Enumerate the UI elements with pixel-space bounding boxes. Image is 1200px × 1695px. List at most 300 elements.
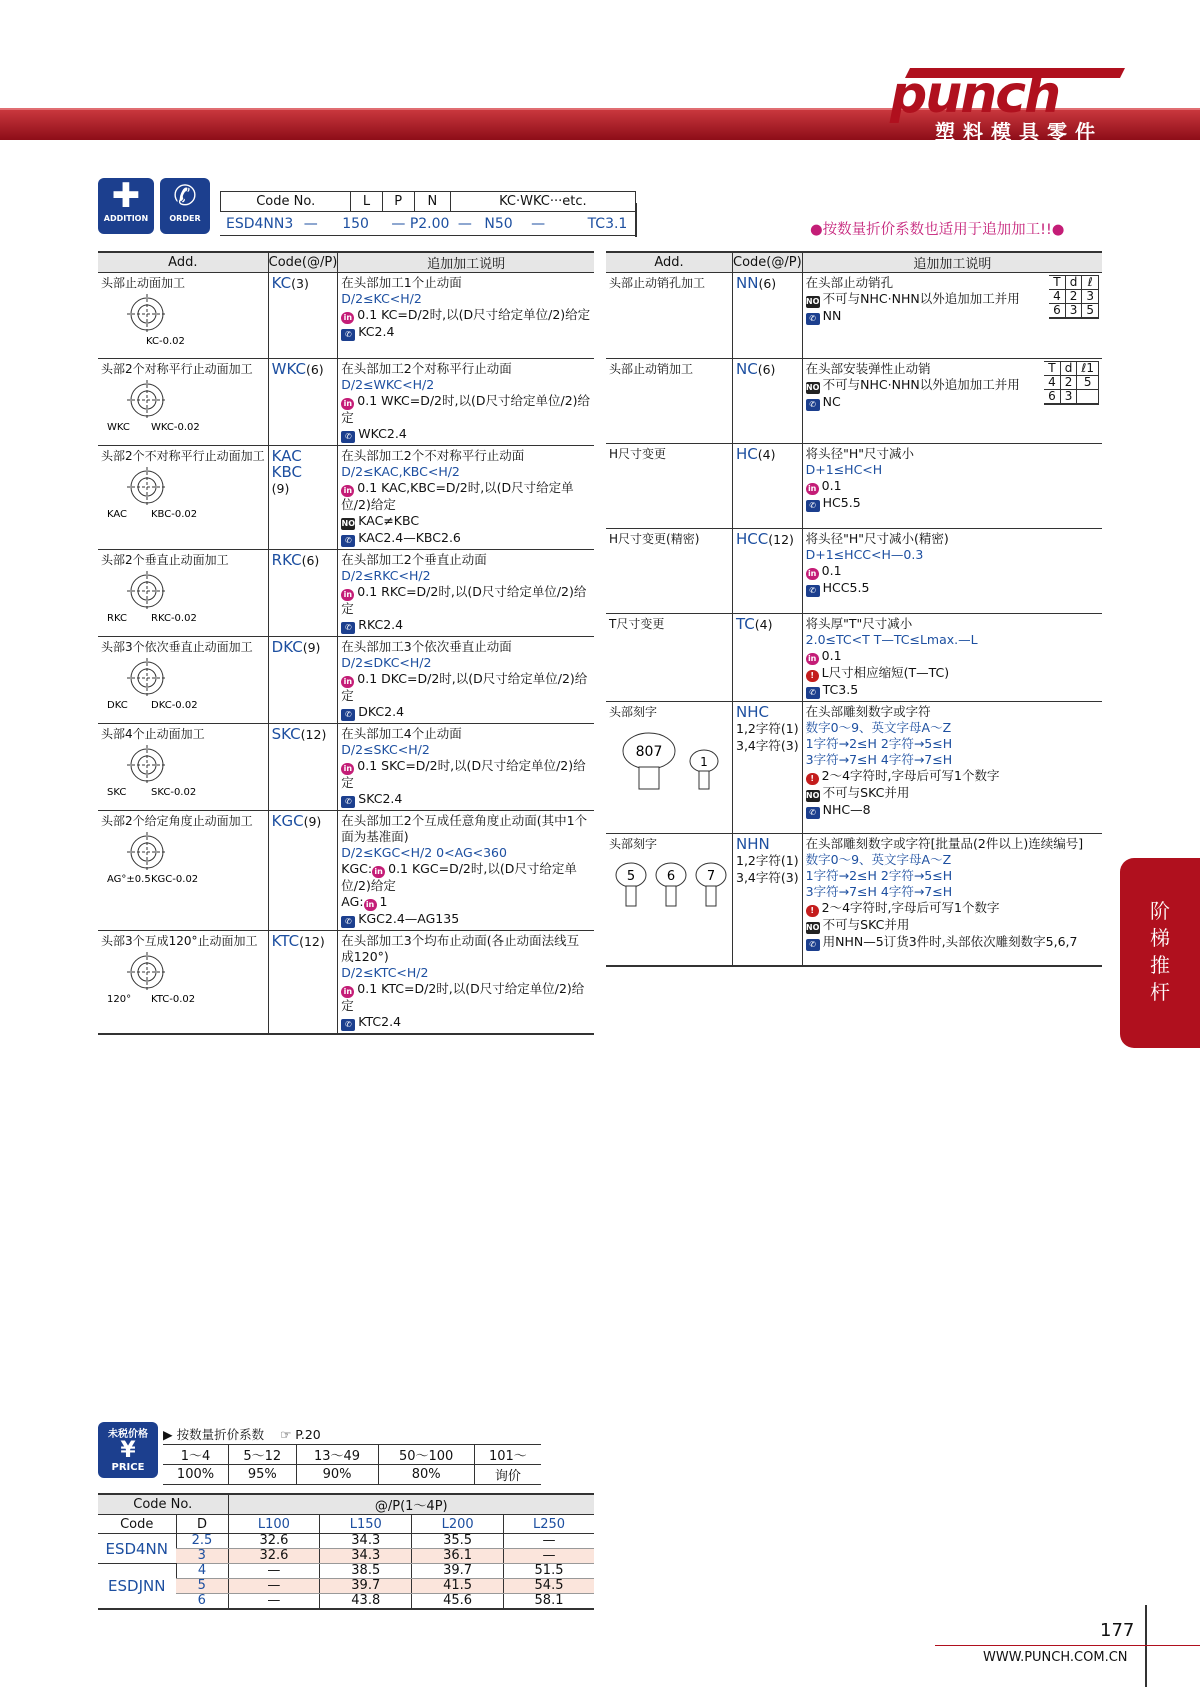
- minitable-cell: 3: [1065, 304, 1082, 319]
- desc-line: [341, 1014, 591, 1031]
- minitable-cell: [1077, 390, 1099, 405]
- order-icon: ✆ ORDER: [160, 178, 210, 234]
- price-cell: 5: [176, 1579, 228, 1594]
- desc-line: [341, 617, 591, 634]
- option-name: 头部4个止动面加工: [101, 727, 205, 741]
- option-code-cell: [268, 931, 338, 1035]
- order-example: [226, 216, 627, 232]
- option-code: NN: [736, 274, 759, 292]
- order-label: ORDER: [169, 214, 201, 223]
- order-value-p: P2.00: [409, 216, 450, 232]
- figure-label: KC-0.02: [146, 336, 185, 346]
- desc-line: [341, 742, 591, 758]
- desc-text: HCC5.5: [822, 580, 870, 595]
- option-name-cell: [606, 529, 733, 614]
- desc-text: RKC2.4: [358, 617, 404, 632]
- tel-marker-icon: ✆: [806, 687, 820, 699]
- option-code: HC: [736, 445, 758, 463]
- discount-ref: ☞ P.20: [280, 1427, 321, 1442]
- desc-text: 0.1 KAC,KBC=D/2时,以(D尺寸给定单位/2)给定: [341, 480, 574, 512]
- discount-note: ●按数量折价系数也适用于追加加工!!●: [810, 222, 1065, 238]
- desc-text: D/2≤SKC<H/2: [341, 742, 430, 757]
- desc-line: [806, 531, 1099, 547]
- in-marker-icon: in: [341, 763, 354, 775]
- order-rule: [220, 235, 637, 236]
- desc-text: D/2≤KTC<H/2: [341, 965, 429, 980]
- desc-text: 0.1 SKC=D/2时,以(D尺寸给定单位/2)给定: [341, 758, 586, 790]
- desc-text: AG:: [341, 894, 364, 909]
- desc-line: [341, 981, 591, 1014]
- desc-line: [341, 813, 591, 845]
- option-code: KGC: [271, 812, 304, 830]
- desc-line: [806, 802, 1099, 819]
- price-code: ESD4NN: [98, 1534, 176, 1564]
- tel-marker-icon: ✆: [341, 622, 355, 634]
- desc-line: [341, 758, 591, 791]
- desc-line: [806, 495, 1099, 512]
- option-price: (12): [768, 532, 794, 547]
- desc-line: [341, 393, 591, 426]
- option-desc-cell: [802, 834, 1102, 966]
- desc-text: 在头部加工1个止动面: [341, 275, 462, 290]
- desc-text: 在头部止动销孔: [805, 275, 894, 290]
- order-dash: —: [303, 216, 318, 232]
- desc-text: 不可与NHC·NHN以外追加加工并用: [822, 377, 1020, 392]
- price-cell: 2.5: [176, 1534, 228, 1549]
- option-code-cell: [268, 811, 338, 931]
- desc-text: 在头部加工2个对称平行止动面: [341, 361, 512, 376]
- desc-text: 数字0～9、英文字母A～Z: [805, 852, 952, 867]
- figure-label: RKC: [107, 613, 127, 623]
- desc-line: [806, 868, 1099, 884]
- price-subhead: L150: [320, 1515, 412, 1534]
- col-header-add: Add.: [98, 252, 268, 273]
- option-desc-cell: [338, 931, 594, 1035]
- desc-line: [806, 446, 1099, 462]
- desc-text: 2.0≤TC<T T—TC≤Lmax.—L: [805, 632, 978, 647]
- desc-line: [341, 361, 591, 377]
- price-cell: 34.3: [320, 1534, 412, 1549]
- desc-text: 将头厚"T"尺寸减小: [805, 616, 913, 631]
- qty-cell: 5～12: [229, 1445, 297, 1465]
- price-cell: 39.7: [412, 1564, 504, 1579]
- desc-text: HC5.5: [822, 495, 861, 510]
- desc-text: D/2≤KAC,KBC<H/2: [341, 464, 460, 479]
- figure-label: DKC-0.02: [151, 700, 198, 710]
- price-badge-top: 未税价格: [108, 1429, 148, 1440]
- desc-text: 0.1 KGC=D/2时,以(D尺寸给定单位/2)给定: [341, 861, 577, 893]
- desc-text: D/2≤KC<H/2: [341, 291, 422, 306]
- minitable-cell: 3: [1060, 390, 1077, 405]
- option-name-cell: [606, 273, 733, 359]
- order-value-add: TC3.1: [587, 216, 628, 232]
- price-cell: 36.1: [412, 1549, 504, 1564]
- price-subhead: L250: [504, 1515, 594, 1534]
- engrave-text: 807: [635, 744, 663, 760]
- desc-text: 将头径"H"尺寸减小(精密): [805, 531, 949, 546]
- in-marker-icon: in: [806, 653, 819, 665]
- tel-marker-icon: ✆: [806, 939, 820, 951]
- figure-label: 120°: [107, 994, 132, 1004]
- desc-line: [341, 513, 591, 530]
- price-cell: 34.3: [320, 1549, 412, 1564]
- figure-label: KTC-0.02: [151, 994, 196, 1004]
- option-desc-cell: [338, 359, 594, 446]
- figure-label: KGC-0.02: [151, 874, 199, 884]
- minitable-cell: 6: [1049, 304, 1065, 319]
- desc-text: SKC2.4: [358, 791, 403, 806]
- option-name-cell: [606, 444, 733, 529]
- spec-row: [606, 359, 1102, 444]
- order-header: L: [351, 192, 382, 212]
- figure-label: WKC-0.02: [151, 422, 200, 432]
- desc-line: [806, 563, 1099, 580]
- minitable-cell: d: [1060, 362, 1077, 376]
- desc-text: D/2≤DKC<H/2: [341, 655, 432, 670]
- option-name-cell: [98, 811, 268, 931]
- qty-cell: 1～4: [163, 1445, 229, 1465]
- option-desc-cell: [802, 444, 1102, 529]
- option-code-cell: [268, 550, 338, 637]
- desc-text: 3字符→7≤H 4字符→7≤H: [805, 884, 953, 899]
- price-cell: 45.6: [412, 1594, 504, 1610]
- price-badge-bottom: PRICE: [111, 1462, 145, 1473]
- head-figure: [101, 380, 219, 432]
- option-code: SKC: [271, 725, 301, 743]
- spec-table-left: [98, 251, 594, 1035]
- option-code: KAC: [271, 447, 302, 465]
- price-subhead: Code: [98, 1515, 176, 1534]
- desc-line: [806, 632, 1099, 648]
- option-price: 3,4字符(3): [736, 738, 799, 753]
- minitable-cell: 4: [1044, 376, 1060, 390]
- option-desc-cell: [802, 529, 1102, 614]
- price-badge: [98, 1422, 158, 1478]
- desc-text: D/2≤KGC<H/2 0<AG<360: [341, 845, 507, 860]
- desc-line: [806, 580, 1099, 597]
- option-code: TC: [736, 615, 755, 633]
- rate-cell: 询价: [474, 1465, 541, 1485]
- tel-marker-icon: ✆: [806, 500, 820, 512]
- option-desc-cell: [338, 550, 594, 637]
- category-char: 推: [1150, 953, 1170, 977]
- option-price: (6): [301, 553, 320, 568]
- price-cell: —: [228, 1564, 320, 1579]
- desc-text: 0.1 RKC=D/2时,以(D尺寸给定单位/2)给定: [341, 584, 587, 616]
- col-header-code: Code(@/P): [733, 252, 803, 273]
- spec-table-right: [606, 251, 1102, 967]
- option-desc-cell: [338, 446, 594, 550]
- head-figure: [101, 745, 219, 797]
- figure-label: DKC: [107, 700, 128, 710]
- tel-marker-icon: ✆: [341, 916, 355, 928]
- warn-marker-icon: !: [806, 670, 819, 682]
- desc-line: [341, 448, 591, 464]
- desc-line: [341, 965, 591, 981]
- price-subhead: L200: [412, 1515, 504, 1534]
- spec-row: [98, 446, 594, 550]
- spec-row: [606, 529, 1102, 614]
- price-row: [98, 1564, 594, 1579]
- spec-row: [98, 359, 594, 446]
- addition-icon: ✚ ADDITION: [98, 178, 154, 234]
- desc-text: KGC:: [341, 861, 373, 876]
- dimension-minitable: [1049, 275, 1099, 319]
- minitable-cell: d: [1065, 276, 1082, 290]
- option-code-cell: [733, 702, 803, 834]
- minitable-cell: T: [1049, 276, 1065, 290]
- desc-line: [806, 665, 1099, 682]
- tel-marker-icon: ✆: [341, 535, 355, 547]
- in-marker-icon: in: [341, 589, 354, 601]
- option-code: NHN: [736, 835, 770, 853]
- desc-text: 在头部雕刻数字或字符: [805, 704, 931, 719]
- minitable-cell: 4: [1049, 290, 1065, 304]
- tel-marker-icon: ✆: [806, 807, 820, 819]
- desc-text: 2～4字符时,字母后可写1个数字: [821, 900, 1000, 915]
- desc-text: 在头部加工3个依次垂直止动面: [341, 639, 512, 654]
- figure-label: RKC-0.02: [151, 613, 197, 623]
- desc-line: [341, 530, 591, 547]
- desc-line: [806, 934, 1099, 951]
- engraving-figure: [609, 855, 729, 915]
- order-header: P: [382, 192, 414, 212]
- desc-line: [341, 655, 591, 671]
- addition-label: ADDITION: [103, 214, 149, 223]
- desc-line: [341, 911, 591, 928]
- head-figure: [101, 658, 219, 710]
- discount-table: [163, 1444, 541, 1485]
- desc-text: 不可与SKC并用: [822, 917, 910, 932]
- order-value-n: N50: [484, 216, 513, 232]
- desc-line: [806, 768, 1099, 785]
- no-marker-icon: NO: [805, 791, 820, 800]
- option-price: 1,2字符(1): [736, 853, 799, 868]
- desc-text: 在头部加工2个互成任意角度止动面(其中1个面为基准面): [341, 813, 588, 844]
- in-marker-icon: in: [806, 568, 819, 580]
- spec-row: [98, 637, 594, 724]
- tel-marker-icon: ✆: [341, 431, 355, 443]
- in-marker-icon: in: [341, 676, 354, 688]
- option-code-cell: [268, 359, 338, 446]
- option-price: 3,4字符(3): [736, 870, 799, 885]
- figure-label: WKC: [107, 422, 130, 432]
- desc-text: KGC2.4—AG135: [358, 911, 460, 926]
- desc-line: [806, 720, 1099, 736]
- desc-line: [341, 704, 591, 721]
- option-name: 头部止动销加工: [609, 362, 694, 376]
- spec-row: [98, 550, 594, 637]
- option-price: (3): [291, 276, 309, 291]
- desc-text: 0.1: [821, 648, 842, 663]
- option-price: (9): [271, 481, 290, 496]
- option-desc-cell: [338, 637, 594, 724]
- option-code: KC: [271, 274, 292, 292]
- option-code: NHC: [736, 703, 769, 721]
- desc-text: 1字符→2≤H 2字符→5≤H: [805, 868, 953, 883]
- in-marker-icon: in: [341, 312, 354, 324]
- col-header-desc: 追加加工说明: [338, 252, 594, 273]
- option-name: 头部止动销孔加工: [609, 276, 706, 290]
- desc-line: [341, 377, 591, 393]
- order-header: KC·WKC···etc.: [450, 192, 635, 212]
- desc-text: 0.1 WKC=D/2时,以(D尺寸给定单位/2)给定: [341, 393, 591, 425]
- price-cell: 32.6: [228, 1534, 320, 1549]
- option-name-cell: [606, 834, 733, 966]
- option-code-cell: [733, 444, 803, 529]
- option-code-cell: [733, 359, 803, 444]
- desc-text: WKC2.4: [358, 426, 407, 441]
- desc-line: [341, 307, 591, 324]
- rate-cell: 90%: [296, 1465, 378, 1485]
- price-code: ESDJNN: [98, 1564, 176, 1610]
- col-header-desc: 追加加工说明: [802, 252, 1102, 273]
- desc-text: NN: [822, 308, 842, 323]
- engrave-text: 7: [706, 869, 716, 884]
- desc-line: [806, 836, 1099, 852]
- minitable-cell: 5: [1077, 376, 1099, 390]
- warn-marker-icon: !: [806, 773, 819, 785]
- tel-marker-icon: ✆: [341, 796, 355, 808]
- desc-line: [806, 785, 1099, 802]
- price-cell: —: [228, 1594, 320, 1610]
- head-figure: [101, 467, 219, 519]
- desc-line: [341, 933, 591, 965]
- desc-text: KAC2.4—KBC2.6: [358, 530, 461, 545]
- desc-text: 0.1: [821, 478, 842, 493]
- spec-row: [98, 724, 594, 811]
- desc-text: 0.1 KTC=D/2时,以(D尺寸给定单位/2)给定: [341, 981, 585, 1013]
- desc-text: 在头部安装弹性止动销: [805, 361, 931, 376]
- price-cell: 38.5: [320, 1564, 412, 1579]
- price-cell: 4: [176, 1564, 228, 1579]
- price-cell: 51.5: [504, 1564, 594, 1579]
- price-cell: 35.5: [412, 1534, 504, 1549]
- minitable-cell: T: [1044, 362, 1060, 376]
- price-cell: —: [504, 1549, 594, 1564]
- desc-line: [806, 736, 1099, 752]
- price-cell: 54.5: [504, 1579, 594, 1594]
- warn-marker-icon: !: [806, 905, 819, 917]
- desc-text: 不可与SKC并用: [822, 785, 910, 800]
- desc-text: D/2≤RKC<H/2: [341, 568, 431, 583]
- brand-subtitle: 塑料模具零件: [935, 120, 1103, 144]
- minitable-cell: ℓ1: [1077, 362, 1099, 376]
- option-name-cell: [98, 724, 268, 811]
- option-code-cell: [733, 273, 803, 359]
- option-desc-cell: [338, 811, 594, 931]
- spec-row: [606, 273, 1102, 359]
- figure-label: KBC-0.02: [151, 509, 198, 519]
- tel-marker-icon: ✆: [806, 399, 820, 411]
- desc-text: 数字0～9、英文字母A～Z: [805, 720, 952, 735]
- tel-marker-icon: ✆: [341, 709, 355, 721]
- page-number: 177: [1100, 1620, 1135, 1641]
- in-marker-icon: in: [341, 986, 354, 998]
- option-code-cell: [268, 446, 338, 550]
- in-marker-icon: in: [364, 899, 377, 911]
- desc-line: [341, 639, 591, 655]
- desc-line: [341, 861, 591, 894]
- rate-cell: 80%: [378, 1465, 474, 1485]
- option-price: (6): [757, 362, 776, 377]
- order-code-table: [220, 191, 636, 212]
- option-code-cell: [268, 273, 338, 359]
- rate-cell: 95%: [229, 1465, 297, 1485]
- price-subhead: D: [176, 1515, 228, 1534]
- in-marker-icon: in: [806, 483, 819, 495]
- order-value-l: 150: [342, 216, 369, 232]
- option-code-cell: [733, 614, 803, 702]
- head-figure: [101, 571, 219, 623]
- price-cell: 41.5: [412, 1579, 504, 1594]
- desc-text: D+1≤HCC<H—0.3: [805, 547, 924, 562]
- option-price: (4): [757, 447, 776, 462]
- rate-cell: 100%: [163, 1465, 229, 1485]
- option-code-cell: [733, 834, 803, 966]
- option-desc-cell: [338, 724, 594, 811]
- desc-line: [341, 791, 591, 808]
- no-marker-icon: NO: [805, 923, 820, 932]
- option-code: WKC: [271, 360, 306, 378]
- head-figure: [101, 294, 219, 346]
- qty-cell: 101～: [474, 1445, 541, 1465]
- option-name: T尺寸变更: [609, 617, 665, 631]
- tel-marker-icon: ✆: [806, 585, 820, 597]
- desc-text: NC: [822, 394, 841, 409]
- desc-text: 在头部加工2个不对称平行止动面: [341, 448, 525, 463]
- desc-line: [806, 616, 1099, 632]
- head-figure: [101, 832, 219, 884]
- desc-text: 在头部加工4个止动面: [341, 726, 462, 741]
- col-header-add: Add.: [606, 252, 733, 273]
- order-dash: —: [391, 216, 406, 232]
- figure-label: SKC: [107, 787, 127, 797]
- minitable-cell: 5: [1082, 304, 1099, 319]
- desc-text: NHC—8: [822, 802, 871, 817]
- desc-line: [341, 726, 591, 742]
- in-marker-icon: in: [341, 485, 354, 497]
- tel-marker-icon: ✆: [341, 329, 355, 341]
- minitable-cell: 3: [1082, 290, 1099, 304]
- option-name-cell: [98, 637, 268, 724]
- option-name-cell: [98, 359, 268, 446]
- option-code: HCC: [736, 530, 769, 548]
- desc-line: [806, 900, 1099, 917]
- category-char: 梯: [1150, 926, 1170, 950]
- option-name: H尺寸变更: [609, 447, 667, 461]
- option-name: 头部3个依次垂直止动面加工: [101, 640, 253, 654]
- desc-line: [341, 480, 591, 513]
- option-desc-cell: [802, 273, 1102, 359]
- order-header: N: [414, 192, 450, 212]
- option-name: 头部2个对称平行止动面加工: [101, 362, 253, 376]
- desc-text: KAC≠KBC: [358, 513, 420, 528]
- spec-row: [98, 931, 594, 1035]
- footer-url: WWW.PUNCH.COM.CN: [983, 1650, 1128, 1665]
- desc-line: [341, 324, 591, 341]
- desc-line: [806, 917, 1099, 934]
- option-code-cell: [733, 529, 803, 614]
- option-desc-cell: [802, 702, 1102, 834]
- footer-line: [935, 1645, 1200, 1646]
- option-code: DKC: [271, 638, 303, 656]
- qty-cell: 50～100: [378, 1445, 474, 1465]
- option-price: (6): [305, 362, 324, 377]
- minitable-cell: ℓ: [1082, 276, 1099, 290]
- desc-line: [806, 884, 1099, 900]
- engrave-text: 1: [700, 755, 708, 769]
